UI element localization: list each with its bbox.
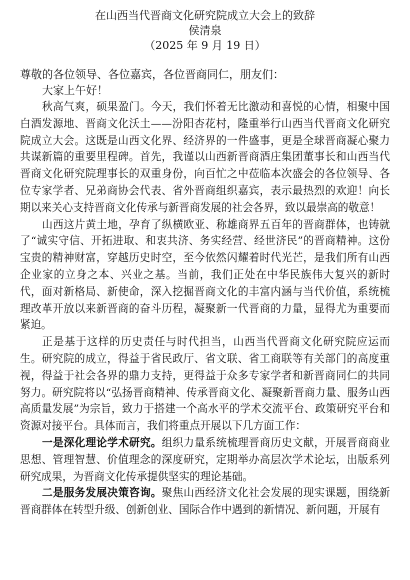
document-title: 在山西当代晋商文化研究院成立大会上的致辞 bbox=[95, 9, 315, 22]
salutation: 尊敬的各位领导、各位嘉宾，各位晋商同仁，朋友们： bbox=[20, 68, 284, 81]
document-author: 侯清泉 bbox=[188, 24, 222, 37]
document-date: （2025 年 9 月 19 日） bbox=[144, 39, 266, 52]
work-item-paragraph bbox=[20, 435, 390, 485]
work-item-heading: 二是服务发展决策咨询。 bbox=[42, 487, 162, 500]
work-item-heading: 一是深化理论学术研究。 bbox=[42, 436, 162, 449]
paragraph-jinshang-spirit: 山西这片黄土地，孕育了纵横欧亚、称雄商界五百年的晋商群体，也铸就了“诚实守信、开拓进取、和衷共济、务实经营、经世济民”的晋商精神。这份宝贵的精神财富，穿越历史时空，至今依然闪耀着时代光芒，是我们所有山西企业家的立身之本、兴业之基。当前，我们正处在中华民族伟大复兴的新时代，面对新格局、新使命，深入挖掘晋商文化的丰富内涵与当代价值，系统梳理改革开放以来新晋商的奋斗历程，凝聚新一代晋商的力量，显得尤为重要而紧迫。 bbox=[20, 218, 390, 332]
work-item-text: 聚焦山西经济文化社会发展的现实课题，围绕新晋商群体在转型升级、创新创业、国际合作中遇到的新情况、新问题，开展有 bbox=[20, 487, 391, 517]
paragraph-institute-founding: 正是基于这样的历史责任与时代担当，山西当代晋商文化研究院应运而生。研究院的成立，得益于省民政厅、省文联、省工商联等有关部门的高度重视，得益于社会各界的鼎力支持，更得益于众多专家学者和新晋商同仁的共同努力。研究院将以“弘扬晋商精神、传承晋商文化、凝聚新晋商力量、服务山西高质量发展”为宗旨，致力于搭建一个高水平的学术交流平台、政策研究平台和资源对接平台。具体而言，我们将重点开展以下几方面工作： bbox=[20, 336, 390, 433]
greeting: 大家上午好！ bbox=[42, 84, 108, 97]
document-header bbox=[20, 8, 390, 53]
paragraph-opening: 秋高气爽，硕果盈门。今天，我们怀着无比激动和喜悦的心情，相聚中国白酒发源地、晋商文化沃土——汾阳杏花村，隆重举行山西当代晋商文化研究院成立大会。这既是山西文化界、经济界的一件盛事，更是全球晋商凝心聚力共谋新篇的重要里程碑。首先，我谨以山西新晋商酒庄集团董事长和山西当代晋商文化研究院理事长的双重身份，向百忙之中莅临本次盛会的各位领导、各位专家学者、兄弟商协会代表、省外晋商组织嘉宾，表示最热烈的欢迎！向长期以来关心支持晋商文化传承与新晋商发展的社会各界，致以最崇高的敬意！ bbox=[20, 101, 390, 214]
work-item-text: 组织力量系统梳理晋商历史文献，开展晋商商业思想、管理智慧、价值理念的深度研究，定期举办高层次学术论坛，出版系列研究成果，为晋商文化传承提供坚实的理论基础。 bbox=[20, 436, 391, 483]
work-item-paragraph bbox=[20, 485, 390, 519]
